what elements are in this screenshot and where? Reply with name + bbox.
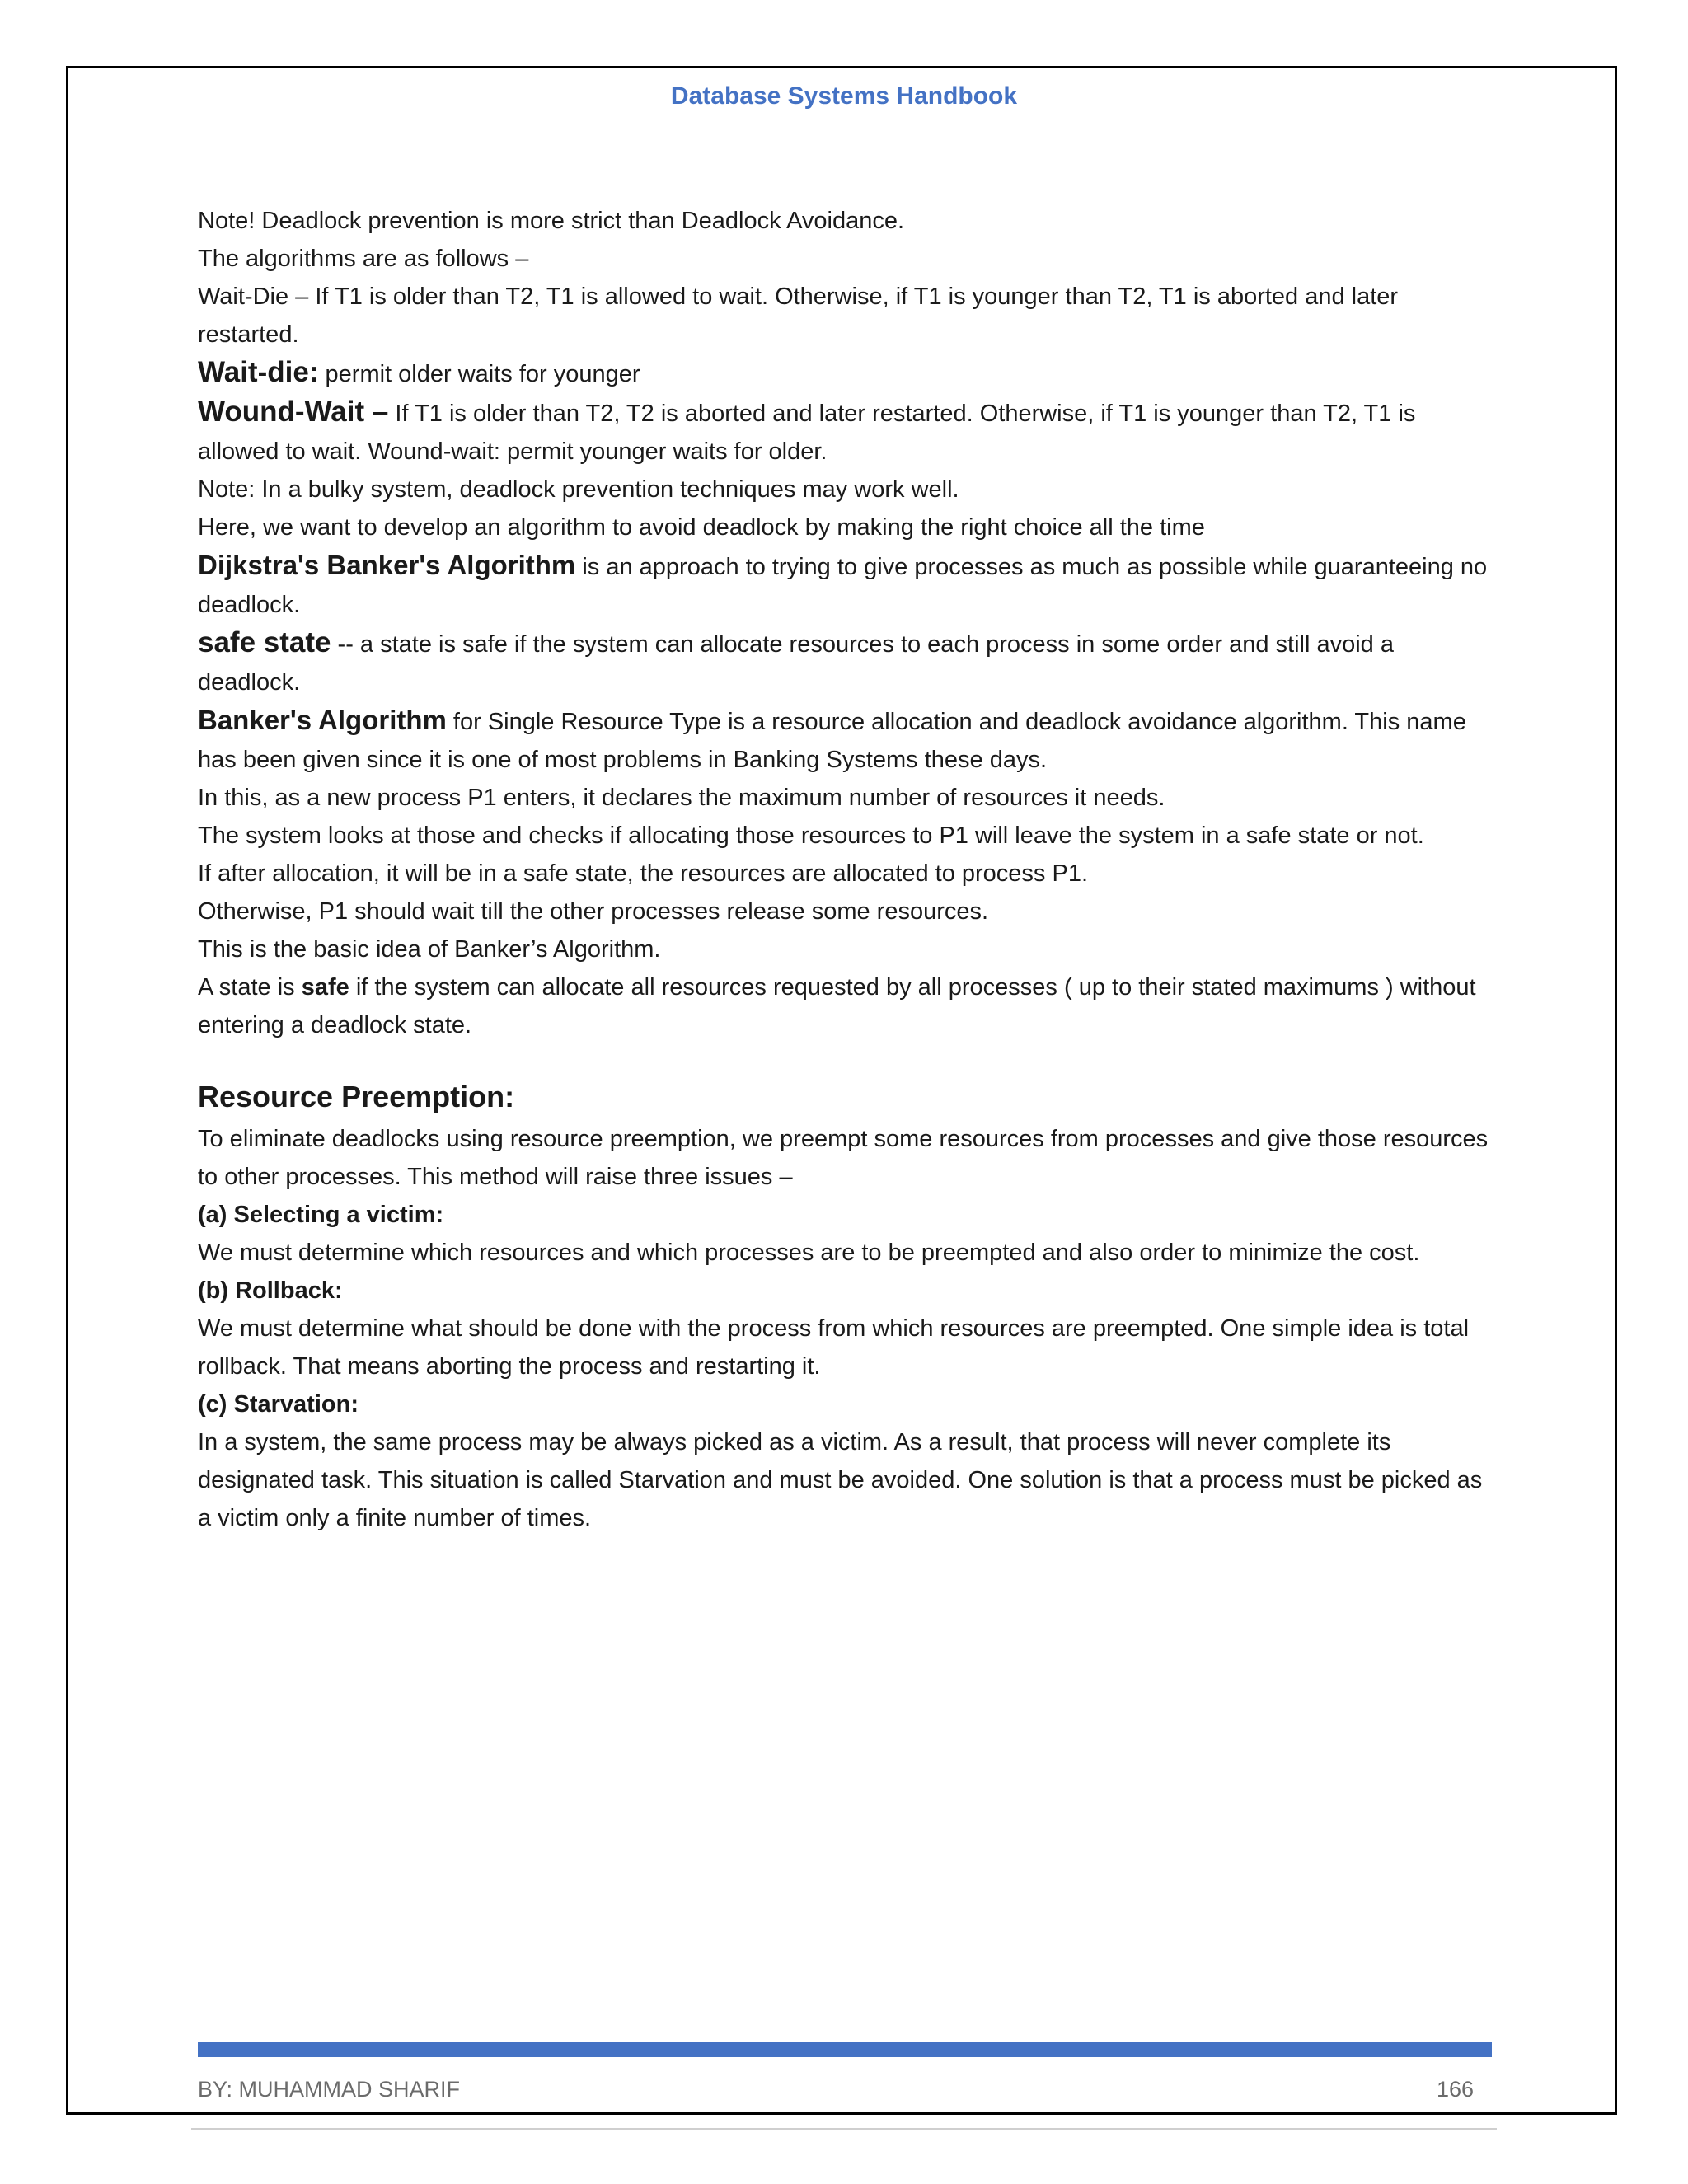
term-wound-wait: Wound-Wait – (198, 396, 389, 428)
paragraph: This is the basic idea of Banker’s Algorithm. (198, 936, 661, 963)
paragraph (198, 393, 1492, 471)
page-number: 166 (1436, 2077, 1474, 2102)
paragraph: Wait-Die – If T1 is older than T2, T1 is allowed to wait. Otherwise, if T1 is younger than T2, T1 is aborted and later restarted. (198, 284, 1399, 348)
footer-author: BY: MUHAMMAD SHARIF (198, 2077, 461, 2102)
paragraph: If after allocation, it will be in a safe state, the resources are allocated to process P1. (198, 860, 1089, 887)
paragraph: We must determine what should be done with the process from which resources are preempted. One simple idea is total rollback. That means aborting the process and restarting it. (198, 1315, 1470, 1380)
paragraph: In this, as a new process P1 enters, it declares the maximum number of resources it needs. (198, 785, 1165, 811)
paragraph: Note: In a bulky system, deadlock prevention techniques may work well. (198, 476, 959, 503)
paragraph-text: If T1 is older than T2, T2 is aborted and later restarted. Otherwise, if T1 is younger than T2, T1 is allowed to wait. Wound-wait: permit younger waits for older. (198, 401, 1416, 465)
term-safe-state: safe state (198, 626, 331, 658)
paragraph: Otherwise, P1 should wait till the other processes release some resources. (198, 898, 989, 925)
paragraph (198, 624, 1492, 701)
footer-bar (198, 2042, 1492, 2057)
paragraph: In a system, the same process may be always picked as a victim. As a result, that process will never complete its designated task. This situation is called Starvation and must be avoided. One solution is that a process must be picked as a victim only a finite number of times. (198, 1429, 1483, 1531)
page-content (198, 202, 1492, 1537)
page-header-title: Database Systems Handbook (670, 82, 1018, 110)
paragraph-text: for Single Resource Type is a resource allocation and deadlock avoidance algorithm. This name has been given since it is one of most problems in Banking Systems these days. (198, 709, 1466, 773)
paragraph: We must determine which resources and which processes are to be preempted and also order to minimize the cost. (198, 1240, 1420, 1266)
bottom-rule (191, 2128, 1497, 2130)
paragraph: Note! Deadlock prevention is more strict than Deadlock Avoidance. (198, 208, 905, 234)
paragraph (198, 354, 1492, 393)
paragraph (198, 546, 1492, 624)
term-dijkstra: Dijkstra's Banker's Algorithm (198, 550, 576, 580)
subheading-selecting-victim: (a) Selecting a victim: (198, 1202, 444, 1228)
subheading-rollback: (b) Rollback: (198, 1277, 343, 1304)
paragraph-text: -- a state is safe if the system can allocate resources to each process in some order and still avoid a deadlock. (198, 631, 1394, 696)
paragraph: The system looks at those and checks if allocating those resources to P1 will leave the system in a safe state or not. (198, 823, 1424, 849)
paragraph (198, 968, 1492, 1044)
term-wait-die: Wait-die: (198, 356, 319, 388)
term-safe: safe (301, 974, 349, 1001)
section-title: Resource Preemption: (198, 1080, 515, 1113)
paragraph-text: A state is (198, 974, 302, 1001)
paragraph (198, 701, 1492, 779)
paragraph-text: if the system can allocate all resources requested by all processes ( up to their stated maximums ) without entering a deadlock state. (198, 974, 1476, 1038)
term-bankers-algorithm: Banker's Algorithm (198, 705, 447, 735)
paragraph: To eliminate deadlocks using resource preemption, we preempt some resources from processes and give those resources to other processes. This method will raise three issues – (198, 1126, 1489, 1190)
paragraph-text: permit older waits for younger (318, 361, 640, 387)
paragraph: The algorithms are as follows – (198, 246, 529, 272)
subheading-starvation: (c) Starvation: (198, 1391, 359, 1418)
paragraph-text: is an approach to trying to give processes as much as possible while guaranteeing no deadlock. (198, 554, 1488, 618)
paragraph: Here, we want to develop an algorithm to avoid deadlock by making the right choice all the time (198, 514, 1205, 541)
